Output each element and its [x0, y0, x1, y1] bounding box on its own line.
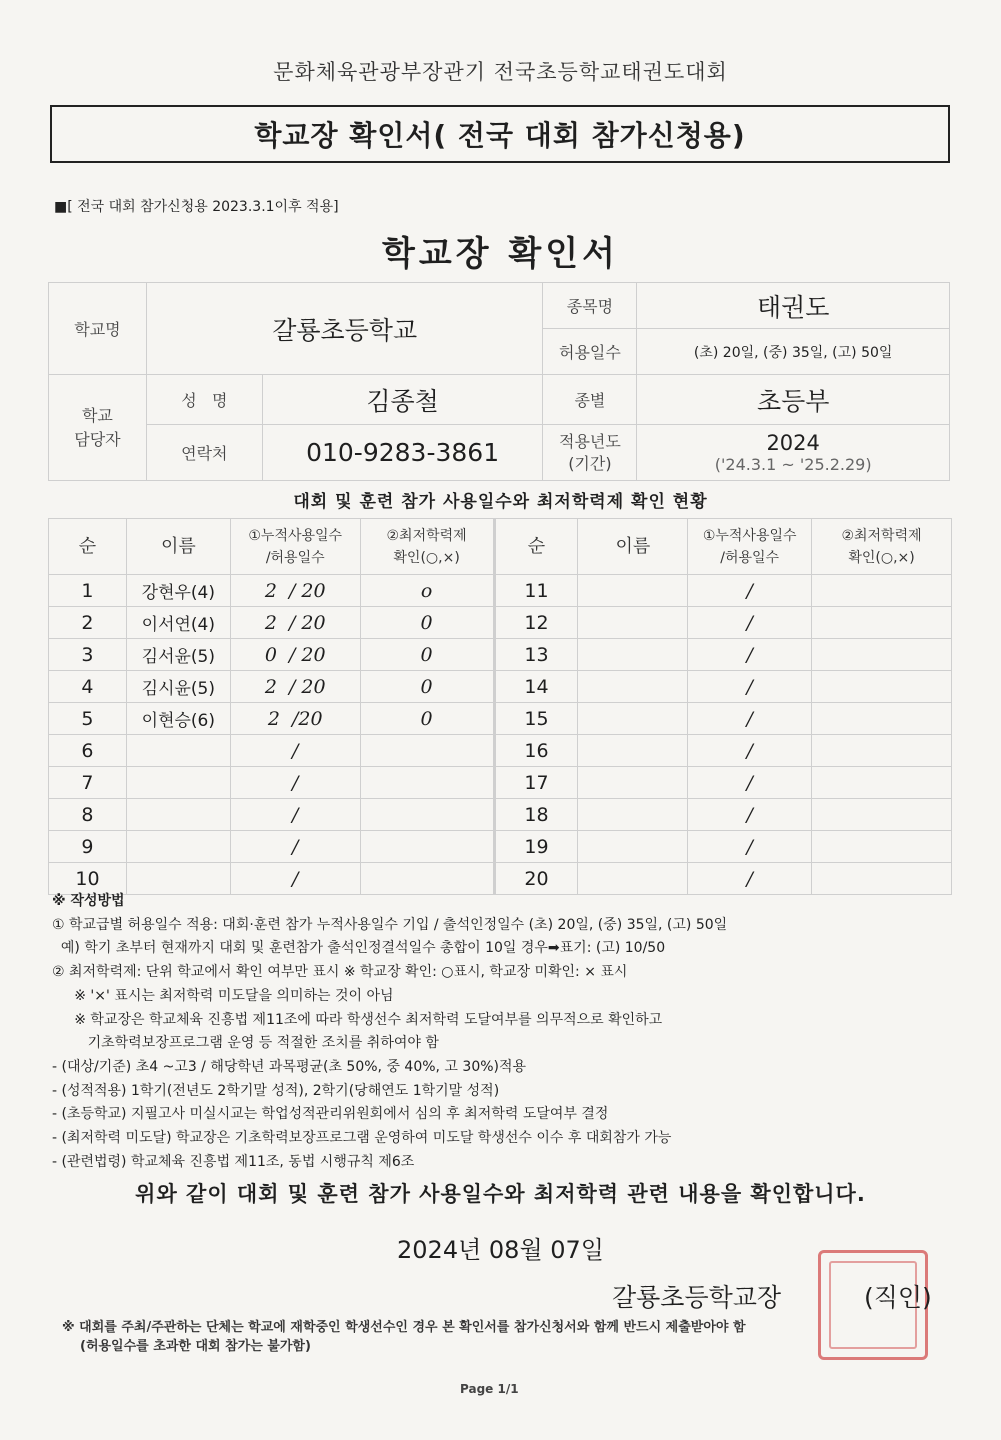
row-number: 18 — [494, 799, 578, 831]
used-days: 2 / 20 — [230, 671, 360, 703]
row-number: 9 — [49, 831, 127, 863]
academic-check: 0 — [360, 703, 494, 735]
header-days-left — [230, 519, 360, 575]
student-name: 김시윤(5) — [126, 671, 230, 703]
row-number: 19 — [494, 831, 578, 863]
row-number: 8 — [49, 799, 127, 831]
instruction-line: - (초등학교) 지필고사 미실시교는 학업성적관리위원회에서 심의 후 최저학력 도달여부 결정 — [52, 1106, 609, 1123]
header-academic-line2: 확인(○,×) — [848, 549, 915, 566]
academic-check — [812, 639, 952, 671]
used-days: / — [688, 735, 812, 767]
applied-year-value: 2024 — [766, 431, 820, 455]
instructions — [52, 890, 952, 1174]
form-title: 학교장 확인서( 전국 대회 참가신청용) — [254, 119, 746, 152]
school-name-value: 갈룡초등학교 — [146, 283, 543, 375]
document-title: 학교장 확인서 — [382, 234, 619, 274]
used-days: 2 / 20 — [230, 575, 360, 607]
instruction-line: ※ 작성방법 — [52, 893, 125, 909]
used-days: / — [688, 767, 812, 799]
applied-year-period: ('24.3.1 ~ '25.2.29) — [714, 455, 872, 474]
header-academic-line1: ②최저학력제 — [386, 527, 467, 544]
category-label: 종별 — [543, 375, 637, 425]
used-days: / — [688, 831, 812, 863]
header-academic-right — [812, 519, 952, 575]
category-value: 초등부 — [637, 375, 950, 425]
event-value: 태권도 — [637, 283, 950, 329]
form-title-box — [50, 105, 950, 163]
academic-check — [812, 575, 952, 607]
instruction-line: 기초학력보장프로그램 운영 등 적절한 조치를 취하여야 함 — [52, 1035, 439, 1052]
student-name — [126, 799, 230, 831]
instruction-line: - (최저학력 미도달) 학교장은 기초학력보장프로그램 운영하여 미도달 학생선수 이수 후 대회참가 가능 — [52, 1130, 672, 1147]
used-days: / — [230, 799, 360, 831]
header-name-right: 이름 — [578, 519, 688, 575]
roster-table — [48, 518, 952, 895]
event-label: 종목명 — [543, 283, 637, 329]
applied-year-label: 적용년도 (기간) — [543, 425, 637, 481]
roster-row — [49, 831, 952, 863]
student-name — [578, 671, 688, 703]
used-days: / — [688, 671, 812, 703]
used-days: / — [230, 767, 360, 799]
instruction-line: 예) 학기 초부터 현재까지 대회 및 훈련참가 출석인정결석일수 총합이 10일 경우➡표기: (고) 10/50 — [52, 940, 666, 957]
student-name — [126, 735, 230, 767]
academic-check — [812, 703, 952, 735]
student-name: 김서윤(5) — [126, 639, 230, 671]
header-name-left: 이름 — [126, 519, 230, 575]
header-days-right — [688, 519, 812, 575]
allowed-days-label: 허용일수 — [543, 329, 637, 375]
roster-row — [49, 799, 952, 831]
academic-check: o — [360, 575, 494, 607]
header-academic-line2: 확인(○,×) — [393, 549, 460, 566]
row-number: 12 — [494, 607, 578, 639]
event-title: 문화체육관광부장관기 전국초등학교태권도대회 — [273, 60, 728, 84]
row-number: 6 — [49, 735, 127, 767]
contact-value: 010-9283-3861 — [262, 425, 543, 481]
roster-row — [49, 671, 952, 703]
page-number: Page 1/1 — [460, 1382, 519, 1396]
instruction-line: ① 학교급별 허용일수 적용: 대회·훈련 참가 누적사용일수 기입 / 출석인정일수 (초) 20일, (중) 35일, (고) 50일 — [52, 916, 728, 933]
confirmation-statement: 위와 같이 대회 및 훈련 참가 사용일수와 최저학력 관련 내용을 확인합니다. — [135, 1182, 866, 1206]
academic-check — [812, 767, 952, 799]
used-days: / — [688, 575, 812, 607]
student-name: 이서연(4) — [126, 607, 230, 639]
instruction-line: ※ 학교장은 학교체육 진흥법 제11조에 따라 학생선수 최저학력 도달여부를 의무적으로 확인하고 — [52, 1011, 663, 1028]
row-number: 16 — [494, 735, 578, 767]
used-days: 0 / 20 — [230, 639, 360, 671]
row-number: 10 — [49, 863, 127, 895]
academic-check — [360, 831, 494, 863]
used-days: / — [230, 831, 360, 863]
row-number: 13 — [494, 639, 578, 671]
school-info-table — [48, 282, 950, 481]
used-days: / — [230, 863, 360, 895]
header-days-line2: /허용일수 — [720, 549, 780, 566]
roster-row — [49, 735, 952, 767]
student-name — [578, 799, 688, 831]
header-days-line1: ①누적사용일수 — [248, 527, 343, 544]
student-name — [578, 735, 688, 767]
roster-row — [49, 703, 952, 735]
roster-row — [49, 575, 952, 607]
application-notice-tag: ■[ 전국 대회 참가신청용 2023.3.1이후 적용] — [54, 199, 339, 215]
used-days: 2 / 20 — [230, 607, 360, 639]
instruction-line: - (관련법령) 학교체육 진흥법 제11조, 동법 시행규칙 제6조 — [52, 1153, 415, 1170]
student-name: 강현우(4) — [126, 575, 230, 607]
instruction-line: - (대상/기준) 초4 ~고3 / 해당학년 과목평균(초 50%, 중 40%, 고 30%)적용 — [52, 1058, 527, 1075]
row-number: 2 — [49, 607, 127, 639]
academic-check — [812, 671, 952, 703]
instruction-line: - (성적적용) 1학기(전년도 2학기말 성적), 2학기(당해연도 1학기말 성적) — [52, 1082, 500, 1099]
header-no-left: 순 — [49, 519, 127, 575]
instruction-line: ※ '×' 표시는 최저학력 미도달을 의미하는 것이 아님 — [52, 987, 394, 1004]
manager-label: 학교 담당자 — [49, 375, 147, 481]
roster-row — [49, 767, 952, 799]
row-number: 4 — [49, 671, 127, 703]
used-days: / — [230, 735, 360, 767]
student-name — [578, 703, 688, 735]
row-number: 1 — [49, 575, 127, 607]
manager-name-label: 성 명 — [146, 375, 262, 425]
footer-note-line: ※ 대회를 주최/주관하는 단체는 학교에 재학중인 학생선수인 경우 본 확인서를 참가신청서와 함께 반드시 제출받아야 함 — [62, 1320, 746, 1335]
academic-check: 0 — [360, 671, 494, 703]
header-academic-left — [360, 519, 494, 575]
academic-check: 0 — [360, 639, 494, 671]
header-days-line1: ①누적사용일수 — [702, 527, 797, 544]
footer-note — [62, 1318, 746, 1356]
student-name — [126, 767, 230, 799]
used-days: / — [688, 799, 812, 831]
used-days: / — [688, 639, 812, 671]
roster-header-row — [49, 519, 952, 575]
student-name — [578, 575, 688, 607]
academic-check: 0 — [360, 607, 494, 639]
row-number: 7 — [49, 767, 127, 799]
academic-check — [812, 607, 952, 639]
school-name-label: 학교명 — [49, 283, 147, 375]
academic-check — [812, 831, 952, 863]
academic-check — [812, 735, 952, 767]
used-days: / — [688, 607, 812, 639]
footer-note-line: (허용일수를 초과한 대회 참가는 불가함) — [80, 1339, 311, 1354]
used-days: / — [688, 703, 812, 735]
issue-date: 2024년 08월 07일 — [397, 1236, 604, 1264]
row-number: 17 — [494, 767, 578, 799]
row-number: 3 — [49, 639, 127, 671]
student-name — [578, 767, 688, 799]
student-name — [578, 607, 688, 639]
principal-signature: 갈룡초등학교장 — [612, 1283, 782, 1312]
used-days: 2 /20 — [230, 703, 360, 735]
row-number: 11 — [494, 575, 578, 607]
academic-check — [812, 799, 952, 831]
header-days-line2: /허용일수 — [265, 549, 325, 566]
applied-year-cell — [637, 425, 950, 481]
manager-name-value: 김종철 — [262, 375, 543, 425]
academic-check — [360, 767, 494, 799]
row-number: 5 — [49, 703, 127, 735]
section-heading: 대회 및 훈련 참가 사용일수와 최저학력제 확인 현황 — [293, 492, 708, 512]
row-number: 14 — [494, 671, 578, 703]
academic-check — [360, 735, 494, 767]
allowed-days-value: (초) 20일, (중) 35일, (고) 50일 — [637, 329, 950, 375]
academic-check — [360, 799, 494, 831]
student-name — [126, 831, 230, 863]
seal-label: (직인) — [864, 1283, 932, 1312]
used-days: / — [688, 863, 812, 895]
student-name — [578, 831, 688, 863]
roster-row — [49, 639, 952, 671]
header-academic-line1: ②최저학력제 — [841, 527, 922, 544]
student-name: 이현승(6) — [126, 703, 230, 735]
row-number: 15 — [494, 703, 578, 735]
row-number: 20 — [494, 863, 578, 895]
student-name — [578, 639, 688, 671]
roster-row — [49, 607, 952, 639]
instruction-line: ② 최저학력제: 단위 학교에서 확인 여부만 표시 ※ 학교장 확인: ○표시, 학교장 미확인: × 표시 — [52, 964, 628, 981]
header-no-right: 순 — [494, 519, 578, 575]
contact-label: 연락처 — [146, 425, 262, 481]
